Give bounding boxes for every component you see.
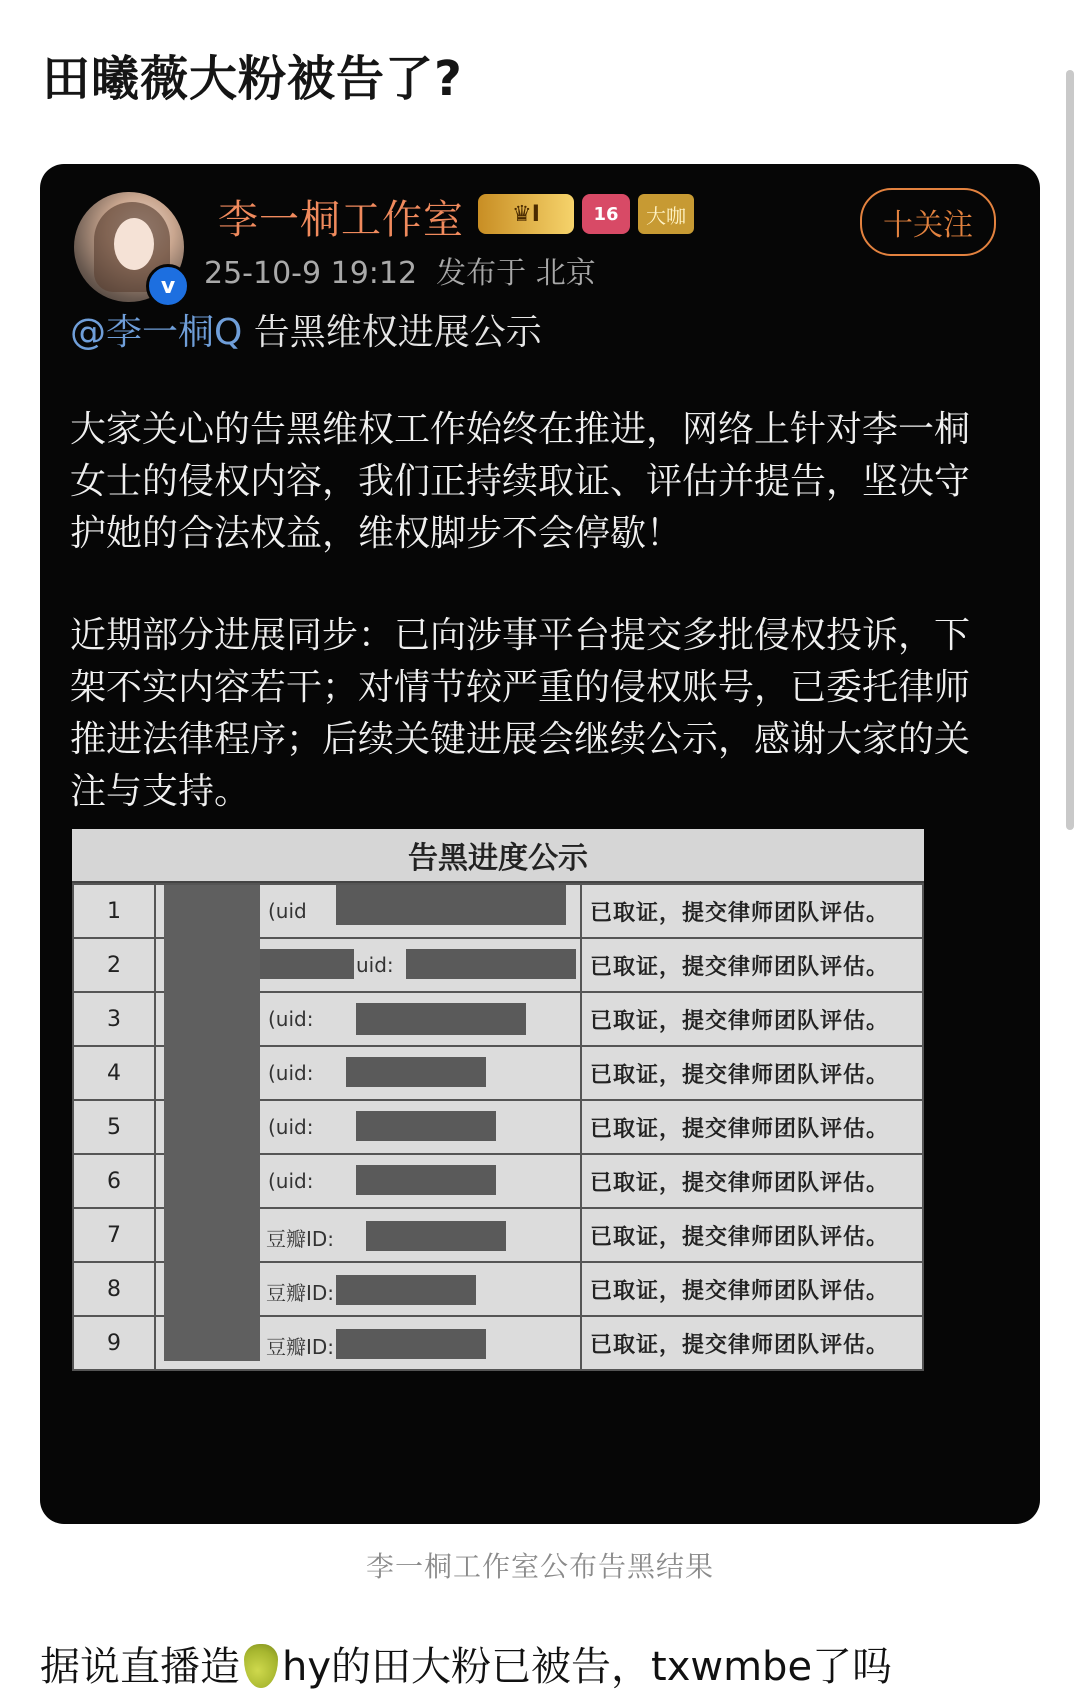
post-headline xyxy=(70,304,542,355)
row-user-id-label: (uid xyxy=(268,899,307,923)
row-user-id-label: (uid: xyxy=(268,1061,314,1085)
row-status: 已取证，提交律师团队评估。 xyxy=(581,1262,923,1316)
row-number: 8 xyxy=(73,1262,155,1316)
post-paragraph-1: 大家关心的告黑维权工作始终在推进，网络上针对李一桐女士的侵权内容，我们正持续取证、评估并提告，坚决守护她的合法权益，维权脚步不会停歇！ xyxy=(70,409,971,554)
row-number: 3 xyxy=(73,992,155,1046)
redaction-bar xyxy=(406,949,576,979)
badge-group xyxy=(478,194,694,234)
row-number: 6 xyxy=(73,1154,155,1208)
page-title: 田曦薇大粉被告了? xyxy=(42,51,463,107)
post-paragraph-2: 近期部分进展同步：已向涉事平台提交多批侵权投诉，下架不实内容若干；对情节较严重的侵权账号，已委托律师推进法律程序；后续关键进展会继续公示，感谢大家的关注与支持。 xyxy=(70,615,971,812)
row-number: 5 xyxy=(73,1100,155,1154)
scrollbar[interactable] xyxy=(1066,70,1074,830)
headline-text: 告黑维权进展公示 xyxy=(253,312,542,353)
post-location: 发布于 北京 xyxy=(436,256,596,291)
row-number: 2 xyxy=(73,938,155,992)
comment-text xyxy=(40,1635,892,1692)
comment-text-after: hy的田大粉已被告，txwmbe了吗 xyxy=(282,1644,893,1690)
row-status: 已取证，提交律师团队评估。 xyxy=(581,1046,923,1100)
row-user-id-label: (uid: xyxy=(268,1115,314,1139)
redaction-bar xyxy=(356,1165,496,1195)
row-number: 4 xyxy=(73,1046,155,1100)
row-status: 已取证，提交律师团队评估。 xyxy=(581,992,923,1046)
crown-badge-icon: ♛ I xyxy=(478,194,574,234)
row-number: 1 xyxy=(73,884,155,938)
row-status: 已取证，提交律师团队评估。 xyxy=(581,1100,923,1154)
row-number: 9 xyxy=(73,1316,155,1370)
verified-icon: v xyxy=(146,264,190,308)
row-status: 已取证，提交律师团队评估。 xyxy=(581,1208,923,1262)
redaction-bar xyxy=(356,1003,526,1035)
redaction-bar xyxy=(346,1057,486,1087)
notice-image[interactable] xyxy=(72,829,924,1371)
weibo-post-card xyxy=(40,164,1040,1524)
redaction-bar xyxy=(356,1111,496,1141)
comment-text-before: 据说直播造 xyxy=(40,1644,240,1690)
row-user-id-label: 豆瓣ID: xyxy=(266,1335,335,1359)
image-caption: 李一桐工作室公布告黑结果 xyxy=(365,1550,714,1583)
row-user-id-label: uid: xyxy=(356,953,394,977)
pear-icon xyxy=(244,1644,278,1688)
mention-link[interactable]: @李一桐Q xyxy=(70,312,243,353)
row-user-id-label: 豆瓣ID: xyxy=(266,1281,335,1305)
redaction-bar xyxy=(336,885,566,925)
row-number: 7 xyxy=(73,1208,155,1262)
post-timestamp: 25-10-9 19:12 xyxy=(204,256,418,291)
row-user-id-label: 豆瓣ID: xyxy=(266,1227,335,1251)
follow-button[interactable]: 十关注 xyxy=(860,188,996,256)
row-status: 已取证，提交律师团队评估。 xyxy=(581,884,923,938)
row-user-id-label: (uid: xyxy=(268,1169,314,1193)
row-status: 已取证，提交律师团队评估。 xyxy=(581,1316,923,1370)
redaction-block xyxy=(164,885,260,1361)
avatar-face xyxy=(114,218,154,270)
vip-badge: 大咖 xyxy=(638,194,694,234)
author-name[interactable]: 李一桐工作室 xyxy=(218,197,464,243)
redaction-bar xyxy=(366,1221,506,1251)
post-meta xyxy=(204,248,596,292)
row-status: 已取证，提交律师团队评估。 xyxy=(581,938,923,992)
notice-title: 告黑进度公示 xyxy=(72,829,924,883)
redaction-bar xyxy=(336,1275,476,1305)
row-status: 已取证，提交律师团队评估。 xyxy=(581,1154,923,1208)
level-badge-icon: 16 xyxy=(582,194,630,234)
redaction-bar xyxy=(336,1329,486,1359)
crown-badge-label: I xyxy=(531,201,540,227)
row-user-id-label: (uid: xyxy=(268,1007,314,1031)
